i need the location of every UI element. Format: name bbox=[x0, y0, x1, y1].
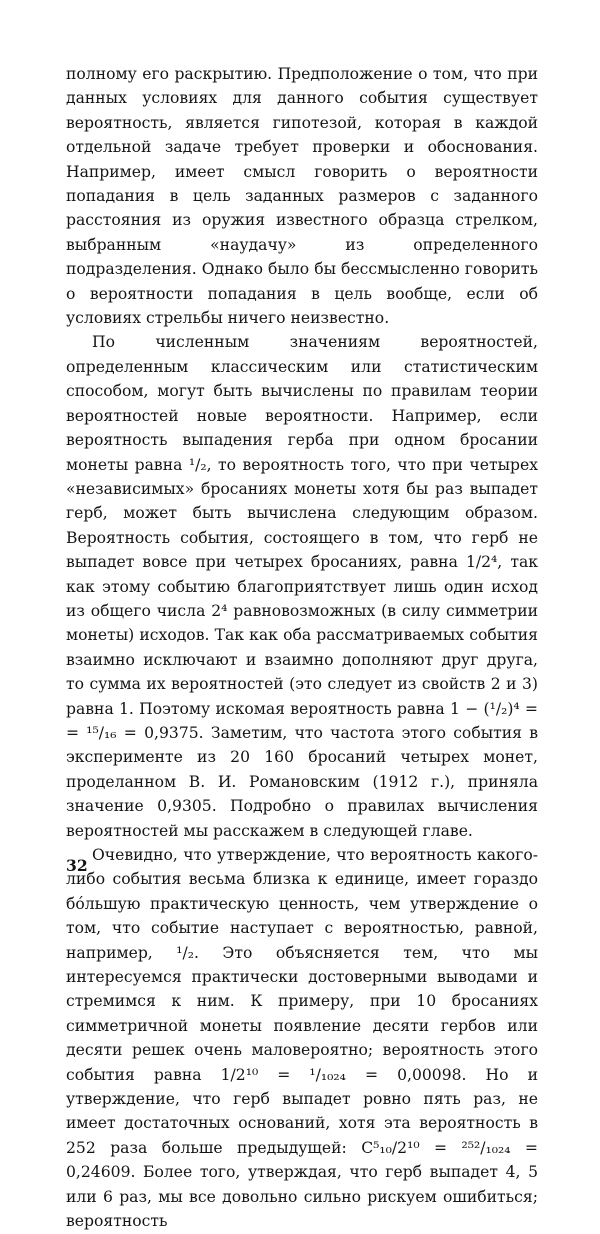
page-number: 32 bbox=[66, 856, 88, 875]
paragraph-continuation: полному его раскрытию. Предположение о том, что при данных условиях для данного события существует вероятность, является гипотезой, которая в каждой отдельной задаче требует проверки и обоснования. Например, имеет смысл говорить о вероятности попадания в цель заданных размеров с заданного расстояния из оружия известного образца стрелком, выбранным «наудачу» из определенного подразделения. Однако было бы бессмысленно говорить о вероятности попадания в цель вообще, если об условиях стрельбы ничего неизвестно. bbox=[66, 65, 538, 328]
paragraph-numerical-values: По численным значениям вероятностей, определенным классическим или статистическим способом, могут быть вычислены по правилам теории вероятностей новые вероятности. Например, если вероятность выпадения герба при одном бросании монеты равна ¹/₂, то вероятность того, что при четырех «независимых» бросаниях монеты хотя бы раз выпадет герб, может быть вычислена следующим образом. Вероятность события, состоящего в том, что герб не выпадет вовсе при четырех бросаниях, равна 1/2⁴, так как этому событию благоприятствует лишь один исход из общего числа 2⁴ равновозможных (в силу симметрии монеты) исходов. Так как оба рассматриваемых события взаимно исключают и взаимно дополняют друг друга, то сумма их вероятностей (это следует из свойств 2 и 3) равна 1. Поэтому искомая вероятность равна 1 − (¹/₂)⁴ = = ¹⁵/₁₆ = 0,9375. Заметим, что частота этого события в эксперименте из 20 160 бросаний четырех монет, проделанном В. И. Романовским (1912 г.), приняла значение 0,9305. Подробно о правилах вычисления вероятностей мы расскажем в следующей главе. bbox=[66, 333, 538, 840]
paragraph-practical-value: Очевидно, что утверждение, что вероятность какого-либо события весьма близка к единице, имеет гораздо бо́льшую практическую ценность, чем утверждение о том, что событие наступает с вероятностью, равной, например, ¹/₂. Это объясняется тем, что мы интересуемся практически достоверными выводами и стремимся к ним. К примеру, при 10 бросаниях симметричной монеты появление десяти гербов или десяти решек очень маловероятно; вероятность этого события равна 1/2¹⁰ = ¹/₁₀₂₄ = 0,00098. Но и утверждение, что герб выпадет ровно пять раз, не имеет достаточных оснований, хотя эта вероятность в 252 раза больше предыдущей: C⁵₁₀/2¹⁰ = ²⁵²/₁₀₂₄ = 0,24609. Более того, утверждая, что герб выпадет 4, 5 или 6 раз, мы все довольно сильно рискуем ошибиться; вероятность bbox=[66, 846, 538, 1231]
body-text bbox=[66, 62, 538, 1234]
